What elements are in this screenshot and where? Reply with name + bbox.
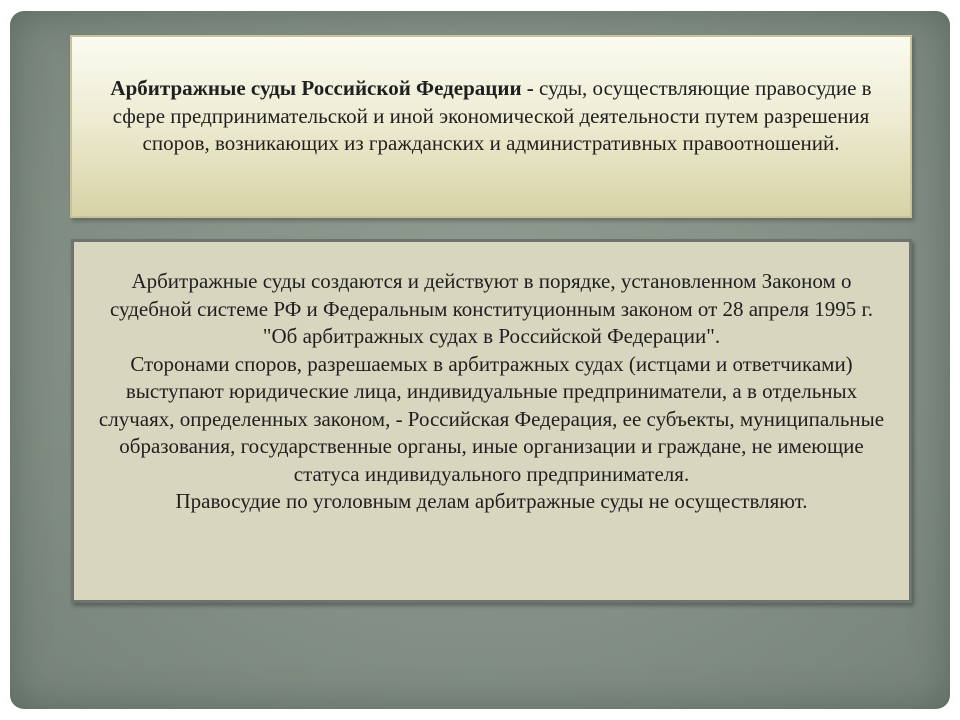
- details-box: [71, 239, 912, 603]
- definition-paragraph: [102, 75, 880, 158]
- slide-background: [10, 11, 950, 709]
- details-paragraph-1: Арбитражные суды создаются и действуют в порядке, установленном Законом о судебной системе РФ и Федеральным конституционным законом от 28 апреля 1995 г. "Об арбитражных судах в Российской Федерации".: [110, 269, 873, 348]
- details-paragraph-3: Правосудие по уголовным делам арбитражные суды не осуществляют.: [175, 489, 808, 513]
- definition-term: Арбитражные суды Российской Федерации -: [110, 76, 534, 100]
- definition-text: суды, осуществляющие правосудие в сфере предпринимательской и иной экономической деятельности путем разрешения споров, возникающих из гражданских и административных правоотношений.: [112, 76, 872, 155]
- definition-box: [70, 35, 912, 218]
- details-paragraph-2: Сторонами споров, разрешаемых в арбитражных судах (истцами и ответчиками) выступают юридические лица, индивидуальные предприниматели, а в отдельных случаях, определенных законом, - Российская Федерация, ее субъекты, муниципальные образования, государственные органы, иные организации и граждане, не имеющие статуса индивидуального предпринимателя.: [98, 351, 885, 486]
